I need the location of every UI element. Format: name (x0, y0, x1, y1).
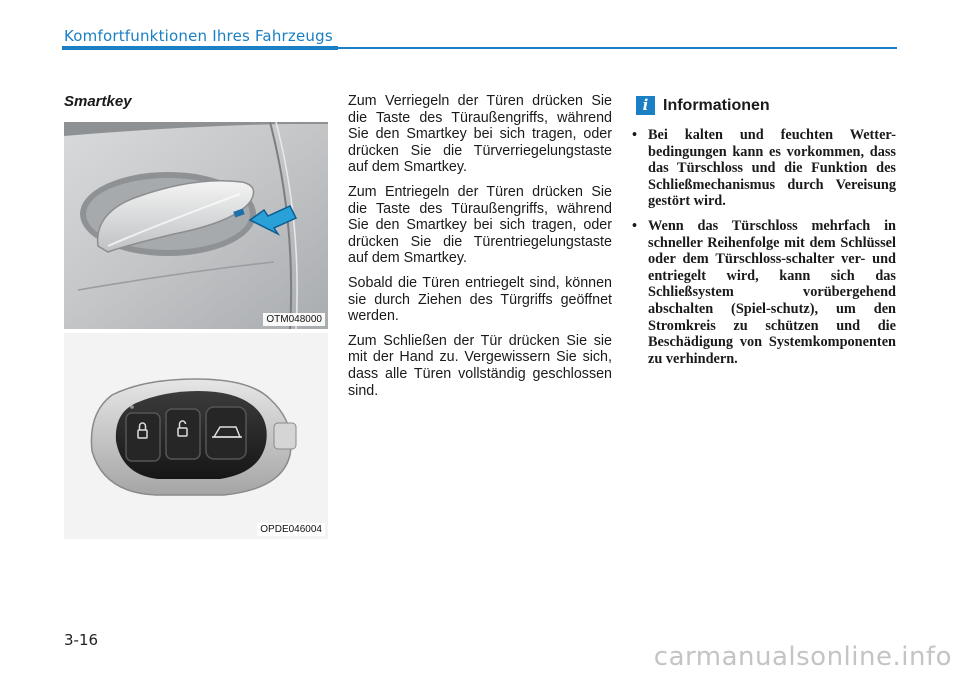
chapter-title: Komfortfunktionen Ihres Fahrzeugs (64, 27, 333, 45)
info-title: Informationen (663, 97, 770, 114)
unlock-button (166, 409, 200, 459)
smartkey-illustration (64, 333, 328, 539)
header-rule-thin (338, 47, 897, 49)
section-title: Smartkey (64, 93, 132, 110)
trunk-button (206, 407, 246, 459)
figure-code: OPDE046004 (257, 523, 325, 536)
info-item-text: Bei kalten und feuchten Wetter-bedingungen kann es vorkommen, dass das Türschloss und die Funktion des Schließmechanismus durch Vereisung gestört wird. (648, 127, 896, 210)
paragraph: Sobald die Türen entriegelt sind, können sie durch Ziehen des Türgriffs geöffnet werden. (348, 274, 612, 325)
figure-code: OTM048000 (263, 313, 325, 326)
paragraph: Zum Entriegeln der Türen drücken Sie die Taste des Türaußengriffs, während Sie den Smartkey bei sich tragen, oder drücken Sie die Türentriegelungstaste auf dem Smartkey. (348, 183, 612, 267)
info-item-text: Wenn das Türschloss mehrfach in schneller Reihenfolge mit dem Schlüssel oder dem Türschloss-schalter ver- und entriegelt wird, kann sich das Schließsystem vorübergehend abschalten (Spiel-schutz), um den Stromkreis zu schützen und die Beschädigung von Systemkomponenten zu verhindern. (648, 217, 896, 367)
bullet: • (632, 127, 638, 143)
list-item (630, 127, 896, 210)
header-rule-thick (62, 46, 338, 50)
door-handle-illustration (64, 122, 328, 329)
body-text (348, 93, 612, 407)
info-icon: i (636, 96, 655, 115)
info-list (630, 127, 896, 375)
bullet: • (632, 217, 638, 234)
list-item (630, 218, 896, 367)
smartkey-figure (64, 333, 328, 539)
page-number: 3-16 (64, 631, 99, 649)
watermark: carmanualsonline.info (653, 642, 952, 672)
paragraph: Zum Verriegeln der Türen drücken Sie die Taste des Türaußengriffs, während Sie den Smartkey bei sich tragen, oder drücken Sie die Türverriegelungstaste auf dem Smartkey. (348, 93, 612, 176)
door-handle-figure (64, 122, 328, 329)
lock-button (126, 413, 160, 461)
paragraph: Zum Schließen der Tür drücken Sie sie mit der Hand zu. Vergewissern Sie sich, dass alle Türen vollständig geschlossen sind. (348, 332, 612, 399)
